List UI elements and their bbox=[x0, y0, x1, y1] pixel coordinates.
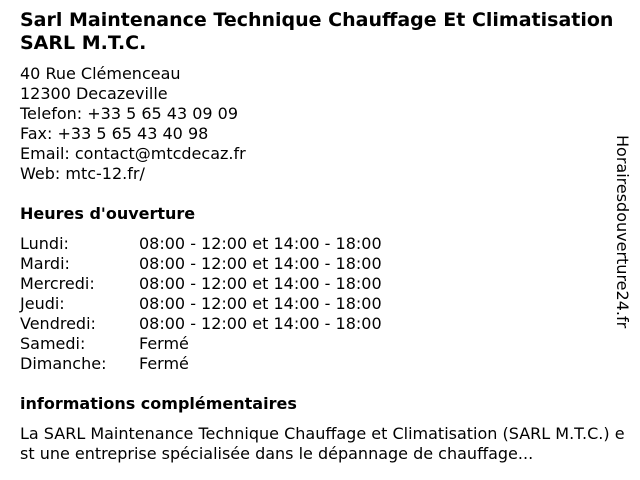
email-address: Email: contact@mtcdecaz.fr bbox=[20, 144, 246, 163]
hours-row bbox=[20, 314, 382, 334]
fax-number: Fax: +33 5 65 43 40 98 bbox=[20, 124, 209, 143]
hours-day: Mardi: bbox=[20, 254, 70, 273]
additional-info-heading: informations complémentaires bbox=[20, 394, 297, 413]
contact-block bbox=[20, 64, 246, 184]
hours-time: 08:00 - 12:00 et 14:00 - 18:00 bbox=[139, 314, 382, 333]
website-address: Web: mtc-12.fr/ bbox=[20, 164, 145, 183]
opening-hours-table bbox=[20, 234, 382, 374]
site-watermark: Horairesdouverture24.fr bbox=[613, 135, 632, 329]
phone-number: Telefon: +33 5 65 43 09 09 bbox=[20, 104, 239, 123]
address-city: 12300 Decazeville bbox=[20, 84, 168, 103]
company-title: Sarl Maintenance Technique Chauffage Et Climatisation SARL M.T.C. bbox=[20, 9, 614, 54]
hours-day: Jeudi: bbox=[20, 294, 65, 313]
hours-row bbox=[20, 294, 382, 314]
hours-day: Vendredi: bbox=[20, 314, 96, 333]
hours-row bbox=[20, 234, 382, 254]
hours-day: Samedi: bbox=[20, 334, 86, 353]
hours-row bbox=[20, 354, 382, 374]
hours-time: 08:00 - 12:00 et 14:00 - 18:00 bbox=[139, 234, 382, 253]
opening-hours-heading: Heures d'ouverture bbox=[20, 204, 196, 223]
company-description: La SARL Maintenance Technique Chauffage et Climatisation (SARL M.T.C.) est une entreprise spécialisée dans le dépannage de chauffage... bbox=[20, 424, 625, 463]
address-street: 40 Rue Clémenceau bbox=[20, 64, 181, 83]
hours-row bbox=[20, 274, 382, 294]
hours-time: 08:00 - 12:00 et 14:00 - 18:00 bbox=[139, 274, 382, 293]
hours-day: Mercredi: bbox=[20, 274, 95, 293]
hours-row bbox=[20, 254, 382, 274]
hours-day: Lundi: bbox=[20, 234, 69, 253]
hours-row bbox=[20, 334, 382, 354]
hours-time: 08:00 - 12:00 et 14:00 - 18:00 bbox=[139, 254, 382, 273]
hours-day: Dimanche: bbox=[20, 354, 107, 373]
hours-time: Fermé bbox=[139, 354, 189, 373]
hours-time: 08:00 - 12:00 et 14:00 - 18:00 bbox=[139, 294, 382, 313]
hours-time: Fermé bbox=[139, 334, 189, 353]
